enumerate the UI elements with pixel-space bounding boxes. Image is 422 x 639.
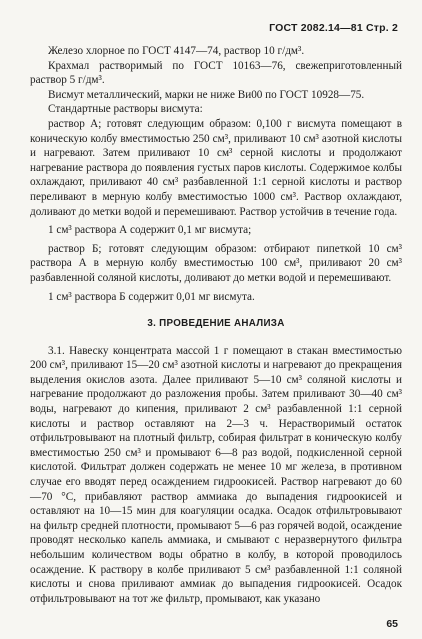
page-number: 65 [386, 618, 398, 630]
paragraph-analysis-3-1: 3.1. Навеску концентрата массой 1 г помещают в стакан вместимостью 200 см³, приливают 15—20 см³ азотной кислоты и нагревают до прекращения выделения окислов азота. Далее приливают 5—10 см³ соляной кислоты и нагревание продолжают до разложения пробы. Затем приливают 30—40 см³ воды, нагревают до кипения, приливают 2 см³ разбавленной 1:1 серной кислоты и раствор оставляют на 2—3 ч. Нерастворимый остаток отфильтровывают на плотный фильтр, собирая фильтрат в коническую колбу вместимостью 250 см³ и промывают 6—8 раз водой, подкисленной серной кислотой. Фильтрат должен содержать не менее 10 мг железа, в противном случае его вводят перед осаждением гидроокисей. Раствор нагревают до 60—70 °С, прибавляют раствор аммиака до выпадения гидроокисей и оставляют на 10—15 мин для коагуляции осадка. Осадок отфильтровывают на фильтр средней плотности, промывают 5—6 раз горячей водой, осаждение проводят несколько капель аммиака, и смывают с неразвернутого фильтра небольшим количеством воды обратно в колбу, в которой проводилось осаждение. К раствору в колбе приливают 5 см³ разбавленной 1:1 соляной кислоты и снова приливают аммиак до выпадения гидроокисей. Осадок отфильтровывают на тот же фильтр, промывают, как указано [30, 344, 402, 605]
paragraph-iron-chloride: Железо хлорное по ГОСТ 4147—74, раствор 10 г/дм³. [48, 45, 305, 57]
paragraph-solution-a: раствор А; готовят следующим образом: 0,100 г висмута помещают в коническую колбу вместимостью 250 см³, приливают 10 см³ азотной кислоты и нагревают. Затем приливают 10 см³ серной кислоты и продолжают нагревание раствора до появления густых паров кислоты. Содержимое колбы охлаждают, приливают 40 см³ разбавленной 1:1 серной кислоты и раствор переливают в мерную колбу вместимостью 1000 см³. Раствор охлаждают, доливают до метки водой и перемешивают. Раствор устойчив в течение года. [30, 117, 402, 218]
paragraph-bismuth-metal: Висмут металлический, марки не ниже Ви00 по ГОСТ 10928—75. [48, 88, 365, 101]
paragraph-solution-a-content: 1 см³ раствора А содержит 0,1 мг висмута; [48, 224, 252, 237]
paragraph-solution-b-content: 1 см³ раствора Б содержит 0,01 мг висмута. [48, 290, 255, 303]
paragraph-standard-solutions: Стандартные растворы висмута: [48, 103, 203, 116]
page-header: ГОСТ 2082.14—81 Стр. 2 [269, 22, 398, 34]
paragraph-solution-b: раствор Б; готовят следующим образом: отбирают пипеткой 10 см³ раствора А в мерную колбу вместимостью 100 см³, приливают 20 см³ разбавленной соляной кислоты, доливают до метки водой и перемешивают. [30, 242, 402, 284]
section-title: 3. ПРОВЕДЕНИЕ АНАЛИЗА [147, 318, 285, 330]
paragraph-starch: Крахмал растворимый по ГОСТ 10163—76, свежеприготовленный раствор 5 г/дм³. [30, 59, 402, 87]
body-text [30, 44, 402, 606]
